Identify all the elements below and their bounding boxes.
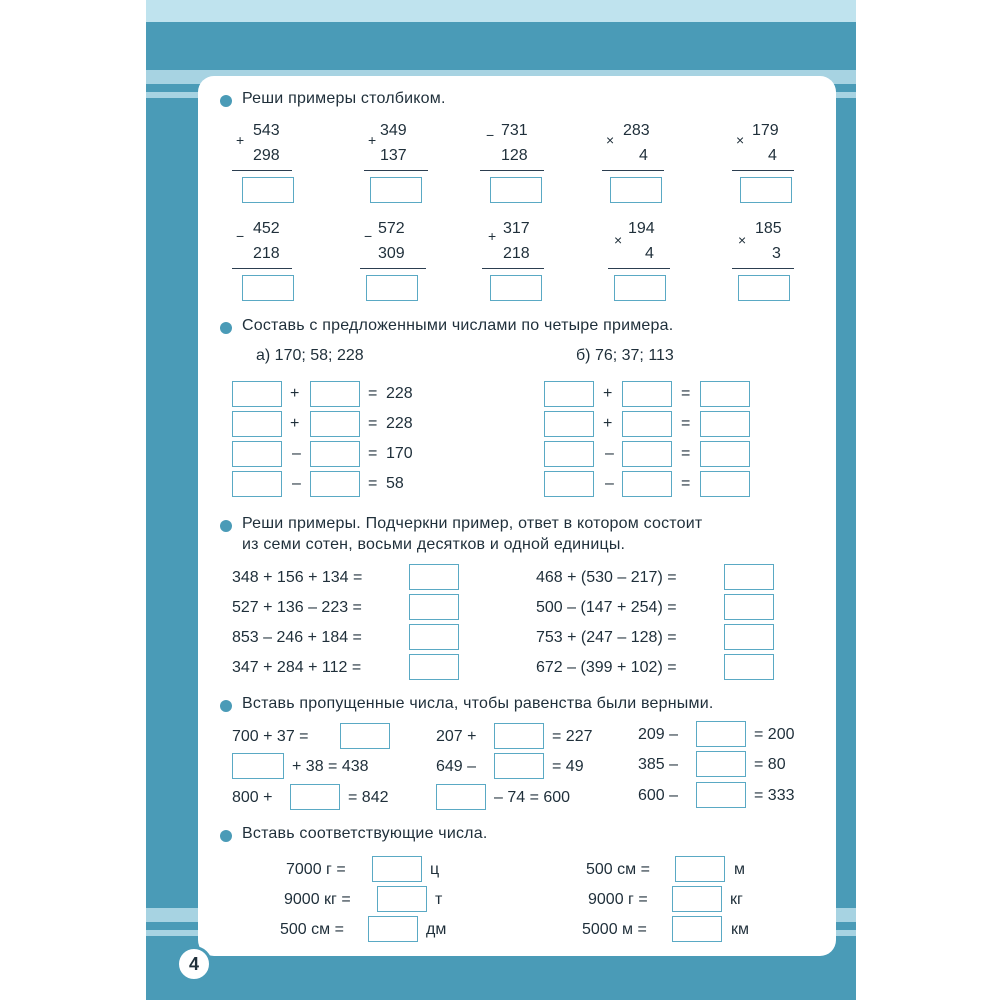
blank-box[interactable] — [622, 411, 672, 437]
blank-box[interactable] — [494, 723, 544, 749]
answer-box[interactable] — [242, 177, 294, 203]
blank-box[interactable] — [290, 784, 340, 810]
top-number: 179 — [752, 122, 779, 139]
unit-label: кг — [730, 891, 743, 908]
answer-box[interactable] — [490, 177, 542, 203]
top-number: 543 — [253, 122, 280, 139]
equation-part: 600 – — [638, 787, 679, 804]
operator: − — [364, 228, 373, 244]
equals-sign: = — [368, 445, 378, 462]
top-number: 283 — [623, 122, 650, 139]
sum-line — [602, 170, 664, 171]
equation-part: 700 + 37 = — [232, 728, 309, 745]
equation-part: 800 + — [232, 789, 273, 806]
top-number: 194 — [628, 220, 655, 237]
bottom-number: 137 — [380, 147, 407, 164]
sum-line — [608, 268, 670, 269]
task-bullet — [220, 95, 232, 107]
equation-part: = 227 — [552, 728, 593, 745]
operator: – — [292, 475, 301, 492]
equation-part: = 333 — [754, 787, 795, 804]
operator: – — [605, 475, 614, 492]
equals-sign: = — [681, 415, 691, 432]
expression: 348 + 156 + 134 = — [232, 569, 363, 586]
answer-box[interactable] — [724, 654, 774, 680]
sum-line — [732, 268, 794, 269]
operator: − — [236, 228, 245, 244]
operator: + — [488, 228, 497, 244]
expression: 672 – (399 + 102) = — [536, 659, 677, 676]
answer-box[interactable] — [740, 177, 792, 203]
operator: – — [292, 445, 301, 462]
blank-box[interactable] — [622, 441, 672, 467]
blank-box[interactable] — [368, 916, 418, 942]
sum-line — [732, 170, 794, 171]
equals-sign: = — [368, 385, 378, 402]
equation-part: = 80 — [754, 756, 786, 773]
number-set-a: а) 170; 58; 228 — [256, 347, 364, 364]
unit-expression: 500 см = — [280, 921, 344, 938]
unit-label: т — [435, 891, 443, 908]
equals-sign: = — [681, 385, 691, 402]
task2-heading: Составь с предложенными числами по четыре примера. — [242, 317, 674, 334]
blank-box[interactable] — [544, 441, 594, 467]
answer-box[interactable] — [610, 177, 662, 203]
blank-box[interactable] — [310, 411, 360, 437]
sum-line — [232, 170, 292, 171]
answer-box[interactable] — [490, 275, 542, 301]
equation-part: – 74 = 600 — [494, 789, 571, 806]
result: 58 — [386, 475, 404, 492]
frame-top-strip — [146, 0, 856, 22]
answer-box[interactable] — [370, 177, 422, 203]
bottom-number: 3 — [772, 245, 781, 262]
unit-label: км — [731, 921, 749, 938]
top-number: 572 — [378, 220, 405, 237]
bottom-number: 298 — [253, 147, 280, 164]
expression: 527 + 136 – 223 = — [232, 599, 362, 616]
unit-expression: 5000 м = — [582, 921, 647, 938]
bottom-number: 4 — [768, 147, 777, 164]
task4-heading: Вставь пропущенные числа, чтобы равенства были верными. — [242, 695, 714, 712]
bottom-number: 128 — [501, 147, 528, 164]
blank-box[interactable] — [544, 471, 594, 497]
blank-box[interactable] — [232, 381, 282, 407]
task-bullet — [220, 830, 232, 842]
answer-box[interactable] — [366, 275, 418, 301]
answer-box[interactable] — [724, 624, 774, 650]
blank-box[interactable] — [340, 723, 390, 749]
operator: − — [486, 127, 495, 143]
blank-box[interactable] — [696, 782, 746, 808]
unit-expression: 9000 г = — [588, 891, 648, 908]
top-number: 452 — [253, 220, 280, 237]
blank-box[interactable] — [436, 784, 486, 810]
blank-box[interactable] — [544, 381, 594, 407]
equation-part: = 200 — [754, 726, 795, 743]
expression: 347 + 284 + 112 = — [232, 659, 362, 676]
equals-sign: = — [681, 475, 691, 492]
blank-box[interactable] — [700, 441, 750, 467]
equals-sign: = — [368, 475, 378, 492]
task3-heading-line2: из семи сотен, восьми десятков и одной единицы. — [242, 536, 626, 553]
operator: + — [290, 385, 300, 402]
blank-box[interactable] — [696, 721, 746, 747]
sum-line — [364, 170, 428, 171]
operator: + — [290, 415, 300, 432]
blank-box[interactable] — [310, 471, 360, 497]
expression: 853 – 246 + 184 = — [232, 629, 362, 646]
task5-heading: Вставь соответствующие числа. — [242, 825, 488, 842]
blank-box[interactable] — [310, 441, 360, 467]
answer-box[interactable] — [614, 275, 666, 301]
equals-sign: = — [368, 415, 378, 432]
unit-label: м — [734, 861, 745, 878]
top-number: 185 — [755, 220, 782, 237]
task-bullet — [220, 700, 232, 712]
blank-box[interactable] — [377, 886, 427, 912]
top-number: 317 — [503, 220, 530, 237]
blank-box[interactable] — [372, 856, 422, 882]
top-number: 731 — [501, 122, 528, 139]
result: 228 — [386, 385, 413, 402]
bottom-number: 309 — [378, 245, 405, 262]
blank-box[interactable] — [672, 916, 722, 942]
task-bullet — [220, 520, 232, 532]
blank-box[interactable] — [232, 411, 282, 437]
blank-box[interactable] — [232, 441, 282, 467]
unit-label: ц — [430, 861, 440, 878]
bottom-number: 218 — [253, 245, 280, 262]
result: 170 — [386, 445, 413, 462]
blank-box[interactable] — [696, 751, 746, 777]
blank-box[interactable] — [700, 411, 750, 437]
operator: × — [614, 232, 623, 248]
expression: 500 – (147 + 254) = — [536, 599, 677, 616]
blank-box[interactable] — [544, 411, 594, 437]
equation-part: 649 – — [436, 758, 477, 775]
task3-heading-line1: Реши примеры. Подчеркни пример, ответ в котором состоит — [242, 515, 703, 532]
operator: + — [603, 385, 613, 402]
equation-part: 209 – — [638, 726, 679, 743]
answer-box[interactable] — [724, 594, 774, 620]
blank-box[interactable] — [494, 753, 544, 779]
operator: × — [606, 132, 615, 148]
equation-part: 385 – — [638, 756, 679, 773]
blank-box[interactable] — [672, 886, 722, 912]
unit-expression: 9000 кг = — [284, 891, 351, 908]
equation-part: = 49 — [552, 758, 584, 775]
equation-part: = 842 — [348, 789, 389, 806]
blank-box[interactable] — [232, 753, 284, 779]
blank-box[interactable] — [622, 471, 672, 497]
page-number: 4 — [176, 946, 212, 982]
task1-heading: Реши примеры столбиком. — [242, 90, 446, 107]
number-set-b: б) 76; 37; 113 — [576, 347, 674, 364]
answer-box[interactable] — [409, 624, 459, 650]
operator: + — [236, 132, 245, 148]
equation-part: + 38 = 438 — [292, 758, 369, 775]
blank-box[interactable] — [310, 381, 360, 407]
sum-line — [482, 268, 544, 269]
operator: × — [736, 132, 745, 148]
blank-box[interactable] — [675, 856, 725, 882]
answer-box[interactable] — [242, 275, 294, 301]
task-bullet — [220, 322, 232, 334]
expression: 753 + (247 – 128) = — [536, 629, 677, 646]
answer-box[interactable] — [724, 564, 774, 590]
bottom-number: 4 — [645, 245, 654, 262]
unit-expression: 500 см = — [586, 861, 650, 878]
answer-box[interactable] — [738, 275, 790, 301]
blank-box[interactable] — [700, 471, 750, 497]
sum-line — [480, 170, 544, 171]
answer-box[interactable] — [409, 564, 459, 590]
operator: + — [368, 132, 377, 148]
equals-sign: = — [681, 445, 691, 462]
bottom-number: 218 — [503, 245, 530, 262]
blank-box[interactable] — [700, 381, 750, 407]
answer-box[interactable] — [409, 654, 459, 680]
equation-part: 207 + — [436, 728, 477, 745]
blank-box[interactable] — [622, 381, 672, 407]
operator: + — [603, 415, 613, 432]
unit-label: дм — [426, 921, 447, 938]
result: 228 — [386, 415, 413, 432]
unit-expression: 7000 г = — [286, 861, 346, 878]
answer-box[interactable] — [409, 594, 459, 620]
sum-line — [232, 268, 292, 269]
operator: – — [605, 445, 614, 462]
operator: × — [738, 232, 747, 248]
bottom-number: 4 — [639, 147, 648, 164]
sum-line — [360, 268, 426, 269]
blank-box[interactable] — [232, 471, 282, 497]
top-number: 349 — [380, 122, 407, 139]
expression: 468 + (530 – 217) = — [536, 569, 677, 586]
